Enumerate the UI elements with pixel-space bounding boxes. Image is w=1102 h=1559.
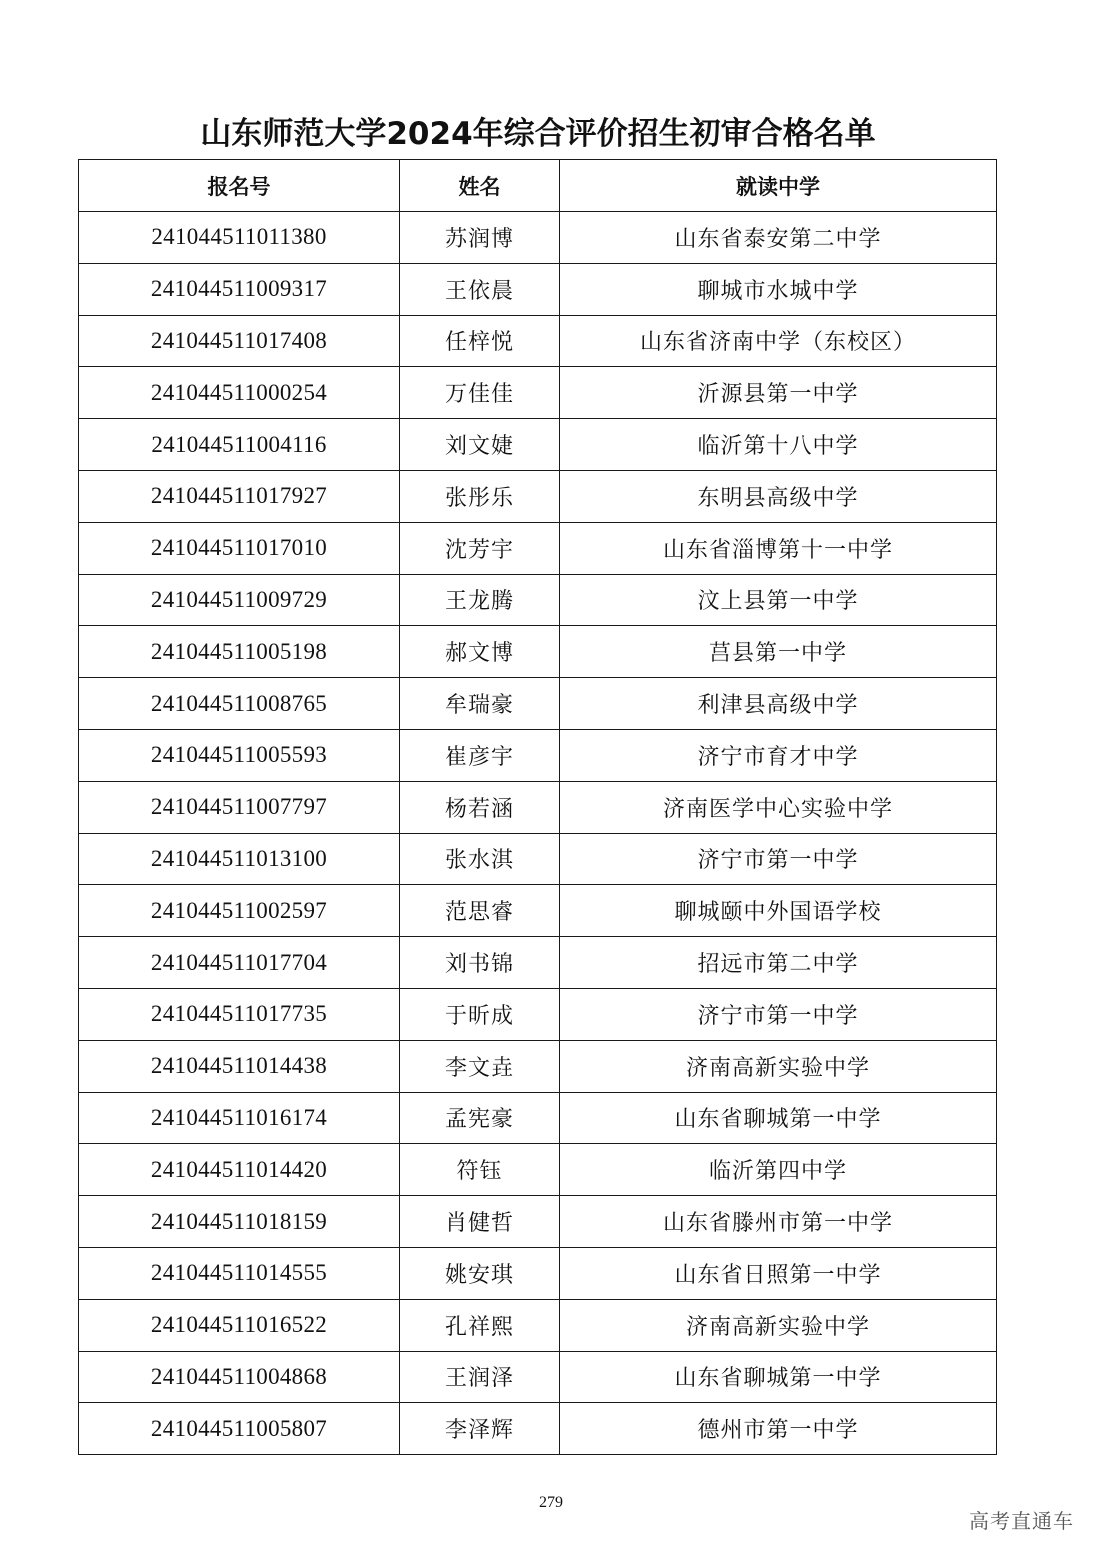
cell-name: 孔祥熙 [400,1299,560,1351]
cell-school: 临沂第四中学 [560,1144,997,1196]
table-row [79,1247,997,1299]
table-header-row [79,160,997,212]
cell-school: 聊城市水城中学 [560,263,997,315]
table-row [79,522,997,574]
table-row [79,781,997,833]
cell-registration-number: 241044511008765 [79,678,400,730]
cell-name: 苏润博 [400,212,560,264]
table-row [79,937,997,989]
table-row [79,626,997,678]
cell-registration-number: 241044511004868 [79,1351,400,1403]
table-row [79,367,997,419]
cell-school: 济南高新实验中学 [560,1040,997,1092]
cell-registration-number: 241044511005593 [79,729,400,781]
cell-registration-number: 241044511005198 [79,626,400,678]
cell-school: 沂源县第一中学 [560,367,997,419]
cell-name: 万佳佳 [400,367,560,419]
table-row [79,885,997,937]
cell-name: 牟瑞豪 [400,678,560,730]
cell-name: 郝文博 [400,626,560,678]
cell-school: 济宁市第一中学 [560,988,997,1040]
table-row [79,1040,997,1092]
table-row [79,212,997,264]
cell-registration-number: 241044511009317 [79,263,400,315]
cell-name: 刘书锦 [400,937,560,989]
cell-registration-number: 241044511018159 [79,1196,400,1248]
cell-registration-number: 241044511017927 [79,470,400,522]
cell-school: 山东省泰安第二中学 [560,212,997,264]
document-title: 山东师范大学2024年综合评价招生初审合格名单 [200,116,876,152]
table-row [79,1299,997,1351]
cell-registration-number: 241044511014438 [79,1040,400,1092]
cell-registration-number: 241044511017704 [79,937,400,989]
cell-school: 德州市第一中学 [560,1403,997,1455]
cell-name: 肖健哲 [400,1196,560,1248]
cell-name: 王依晨 [400,263,560,315]
cell-registration-number: 241044511002597 [79,885,400,937]
header-name: 姓名 [400,160,560,212]
table-row [79,470,997,522]
cell-school: 汶上县第一中学 [560,574,997,626]
cell-school: 招远市第二中学 [560,937,997,989]
table-row [79,1196,997,1248]
cell-school: 莒县第一中学 [560,626,997,678]
cell-school: 山东省聊城第一中学 [560,1351,997,1403]
cell-school: 山东省淄博第十一中学 [560,522,997,574]
cell-registration-number: 241044511007797 [79,781,400,833]
cell-name: 王润泽 [400,1351,560,1403]
cell-name: 李泽辉 [400,1403,560,1455]
cell-name: 王龙腾 [400,574,560,626]
table-row [79,1403,997,1455]
cell-name: 姚安琪 [400,1247,560,1299]
cell-name: 孟宪豪 [400,1092,560,1144]
cell-school: 利津县高级中学 [560,678,997,730]
cell-registration-number: 241044511016522 [79,1299,400,1351]
cell-registration-number: 241044511004116 [79,419,400,471]
table-row [79,1092,997,1144]
watermark: 高考直通车 [969,1509,1074,1533]
cell-name: 任梓悦 [400,315,560,367]
cell-school: 济宁市育才中学 [560,729,997,781]
cell-name: 刘文婕 [400,419,560,471]
cell-school: 山东省日照第一中学 [560,1247,997,1299]
table-row [79,574,997,626]
table-row [79,729,997,781]
table-body [79,212,997,1455]
cell-registration-number: 241044511017010 [79,522,400,574]
cell-registration-number: 241044511000254 [79,367,400,419]
cell-school: 济南医学中心实验中学 [560,781,997,833]
cell-name: 崔彦宇 [400,729,560,781]
table-row [79,833,997,885]
cell-registration-number: 241044511016174 [79,1092,400,1144]
cell-registration-number: 241044511005807 [79,1403,400,1455]
cell-name: 于昕成 [400,988,560,1040]
cell-registration-number: 241044511017735 [79,988,400,1040]
admission-list-table [78,159,997,1455]
table-row [79,678,997,730]
cell-school: 山东省聊城第一中学 [560,1092,997,1144]
cell-school: 临沂第十八中学 [560,419,997,471]
cell-school: 东明县高级中学 [560,470,997,522]
cell-registration-number: 241044511017408 [79,315,400,367]
cell-name: 符钰 [400,1144,560,1196]
cell-school: 济宁市第一中学 [560,833,997,885]
table-row [79,315,997,367]
cell-name: 张彤乐 [400,470,560,522]
table-row [79,1144,997,1196]
cell-name: 杨若涵 [400,781,560,833]
cell-school: 山东省滕州市第一中学 [560,1196,997,1248]
table-row [79,419,997,471]
header-registration-number: 报名号 [79,160,400,212]
cell-name: 沈芳宇 [400,522,560,574]
page-number: 279 [539,1494,563,1511]
cell-name: 范思睿 [400,885,560,937]
table-row [79,263,997,315]
cell-registration-number: 241044511009729 [79,574,400,626]
cell-registration-number: 241044511013100 [79,833,400,885]
cell-registration-number: 241044511014420 [79,1144,400,1196]
cell-school: 济南高新实验中学 [560,1299,997,1351]
cell-registration-number: 241044511014555 [79,1247,400,1299]
header-school: 就读中学 [560,160,997,212]
cell-name: 张水淇 [400,833,560,885]
cell-registration-number: 241044511011380 [79,212,400,264]
table-row [79,1351,997,1403]
cell-school: 聊城颐中外国语学校 [560,885,997,937]
table-row [79,988,997,1040]
cell-school: 山东省济南中学（东校区） [560,315,997,367]
cell-name: 李文垚 [400,1040,560,1092]
